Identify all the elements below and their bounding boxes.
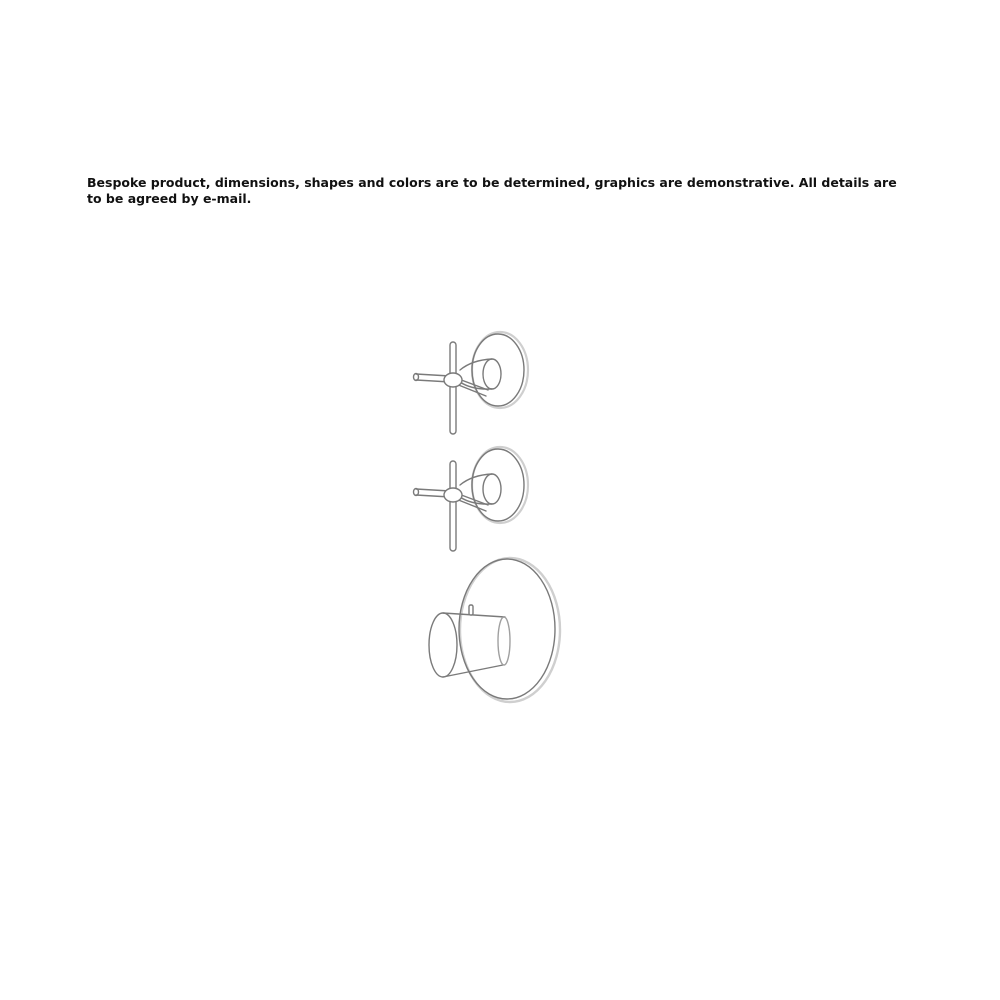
shower-mixer-illustration: [400, 325, 570, 705]
thermostatic-mixer-icon: [415, 555, 565, 705]
upper-cross-handle-valve-icon: [410, 330, 540, 440]
bespoke-product-notice: Bespoke product, dimensions, shapes and colors are to be determined, graphics are demonstrative. All details are to be agreed by e-mail.: [87, 175, 897, 206]
lower-cross-handle-valve-icon: [410, 445, 540, 555]
